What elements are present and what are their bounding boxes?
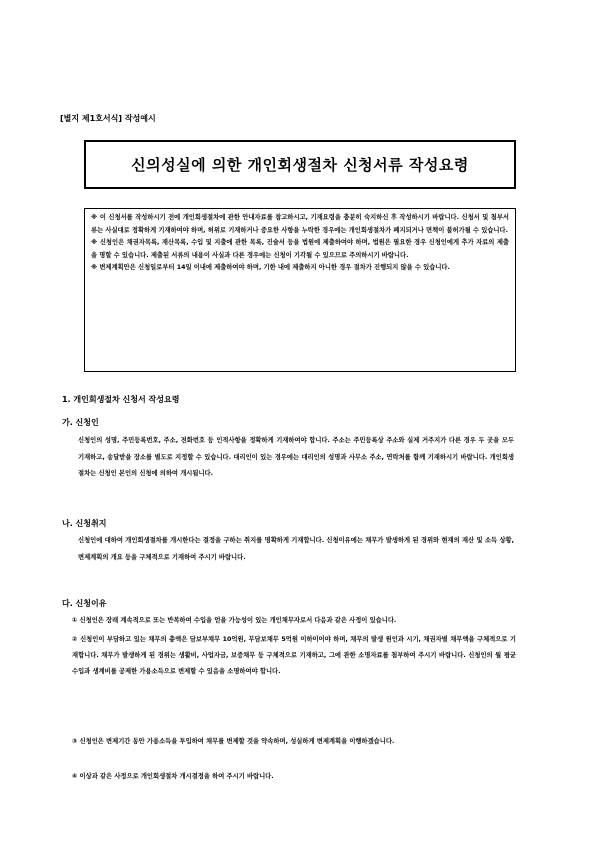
document-title: 신의성실에 의한 개인회생절차 신청서류 작성요령	[131, 156, 469, 174]
notice-paragraph: ※ 신청인은 채권자목록, 재산목록, 수입 및 지출에 관한 목록, 진술서 등을 법원에 제출하여야 하며, 법원은 필요한 경우 신청인에게 추가 자료의 제출을 명할 수 있습니다. 제출된 서류의 내용이 사실과 다른 경우에는 신청이 기각될 수 있으므로 주의하시기 바랍니다.	[91, 239, 509, 259]
list-item: ① 신청인은 장래 계속적으로 또는 반복하여 수입을 얻을 가능성이 있는 개인채무자로서 다음과 같은 사정이 있습니다.	[72, 617, 397, 624]
list-item: ④ 이상과 같은 사정으로 개인회생절차 개시결정을 하여 주시기 바랍니다.	[72, 773, 274, 780]
subsection-body: 신청인의 성명, 주민등록번호, 주소, 전화번호 등 인적사항을 정확하게 기재하여야 합니다. 주소는 주민등록상 주소와 실제 거주지가 다른 경우 두 곳을 모두 기재하고, 송달받을 장소를 별도로 지정할 수 있습니다. 대리인이 있는 경우에는 대리인의 성명과 사무소 주소, 연락처를 함께 기재하시기 바랍니다. 개인회생절차는 신청인 본인의 신청에 의하여 개시됩니다.	[78, 437, 514, 477]
notice-box	[84, 208, 516, 372]
title-box	[84, 140, 516, 189]
subsection-body: 신청인에 대하여 개인회생절차를 개시한다는 결정을 구하는 취지를 명확하게 기재합니다. 신청이유에는 채무가 발생하게 된 경위와 현재의 재산 및 소득 상황, 변제계획의 개요 등을 구체적으로 기재하여 주시기 바랍니다.	[78, 537, 514, 561]
notice-paragraph: ※ 변제계획안은 신청일로부터 14일 이내에 제출하여야 하며, 기한 내에 제출하지 아니한 경우 절차가 진행되지 않을 수 있습니다.	[91, 264, 450, 272]
list-item: ② 신청인이 부담하고 있는 채무의 총액은 담보부채무 10억원, 무담보채무 5억원 이하이어야 하며, 채무의 발생 원인과 시기, 채권자별 채무액을 구체적으로 기재합니다. 채무가 발생하게 된 경위는 생활비, 사업자금, 보증채무 등 구체적으로 기재하고, 그에 관한 소명자료를 첨부하여 주시기 바랍니다. 신청인의 월 평균 수입과 생계비를 공제한 가용소득으로 변제할 수 있음을 소명하여야 합니다.	[72, 636, 516, 675]
form-header: [별지 제1호서식] 작성예시	[60, 114, 156, 123]
notice-paragraph: ※ 이 신청서를 작성하시기 전에 개인회생절차에 관한 안내자료를 참고하시고, 기재요령을 충분히 숙지하신 후 작성하시기 바랍니다. 신청서 및 첨부서류는 사실대로 정확하게 기재하여야 하며, 허위로 기재하거나 중요한 사항을 누락한 경우에는 개인회생절차가 폐지되거나 면책이 불허가될 수 있습니다.	[91, 214, 509, 234]
subsection-heading: 나. 신청취지	[62, 519, 107, 528]
list-item: ③ 신청인은 변제기간 동안 가용소득을 투입하여 채무를 변제할 것을 약속하며, 성실하게 변제계획을 이행하겠습니다.	[72, 738, 395, 745]
subsection-heading: 가. 신청인	[62, 418, 99, 427]
section-title: 1. 개인회생절차 신청서 작성요령	[62, 395, 180, 404]
subsection-heading: 다. 신청이유	[62, 599, 107, 608]
